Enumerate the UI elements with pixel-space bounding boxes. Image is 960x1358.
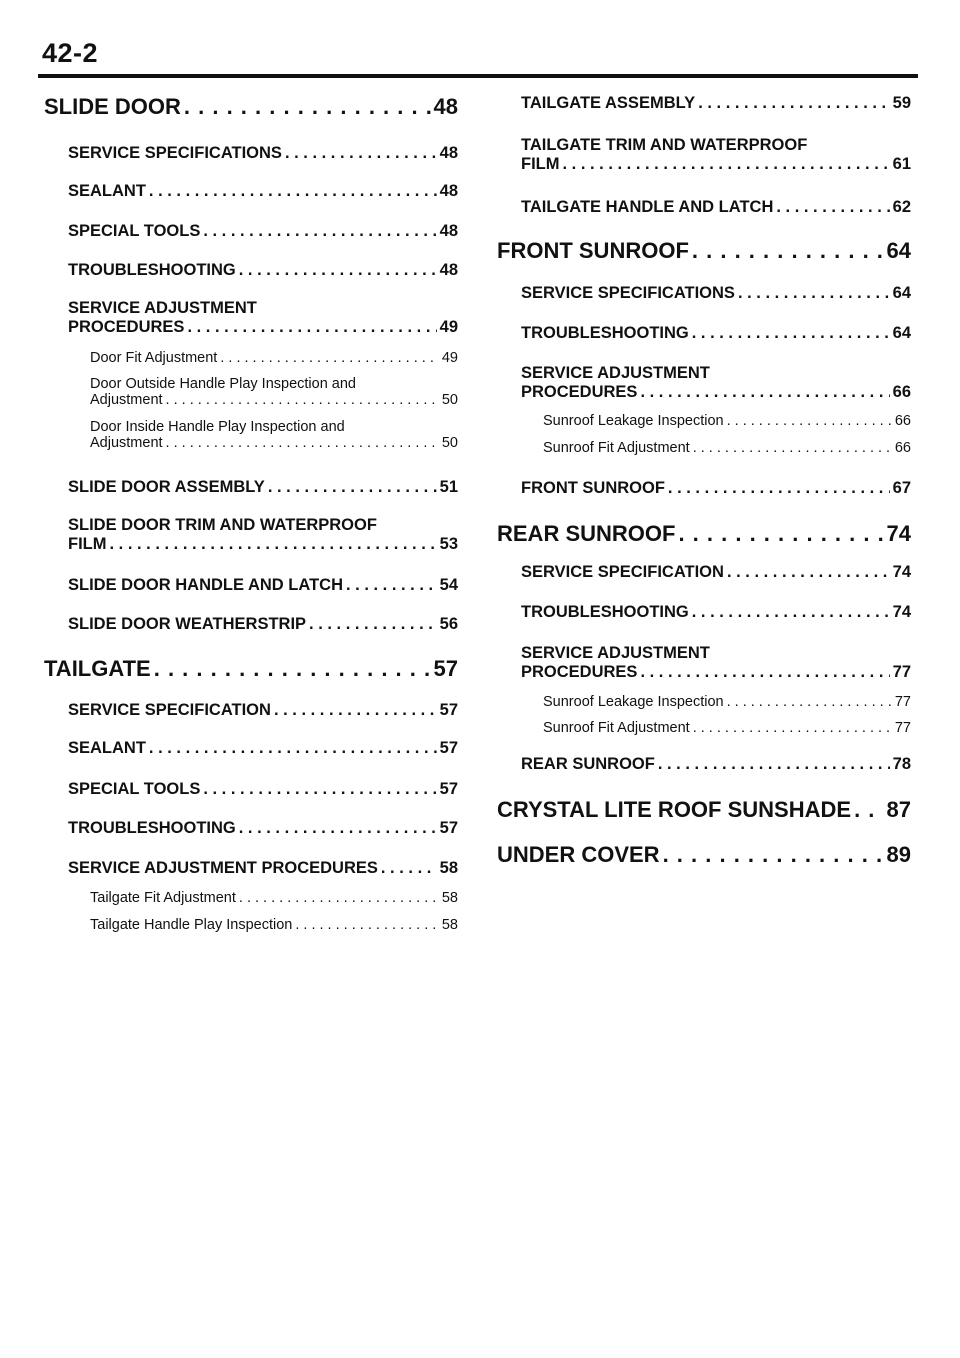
toc-entry-title: Sunroof Leakage Inspection (543, 694, 724, 710)
toc-entry (521, 94, 911, 113)
dot-leader (239, 261, 437, 280)
dot-leader (203, 222, 436, 241)
toc-entry (68, 780, 458, 799)
toc-entry-page: 77 (894, 694, 911, 710)
toc-entry-title: SLIDE DOOR (44, 94, 181, 119)
toc-entry-title: Tailgate Handle Play Inspection (90, 917, 293, 933)
toc-entry-title: SLIDE DOOR WEATHERSTRIP (68, 615, 307, 633)
toc-entry-title: UNDER COVER (497, 842, 660, 867)
toc-entry-page: 78 (892, 755, 911, 773)
toc-entry (68, 576, 458, 595)
toc-entry-title: FRONT SUNROOF (497, 238, 689, 263)
dot-leader (693, 720, 892, 736)
header-rule (38, 74, 918, 78)
toc-entry-page: 49 (439, 318, 458, 336)
toc-entry-page: 62 (892, 198, 911, 216)
dot-leader (166, 435, 439, 451)
dot-leader (187, 318, 436, 337)
toc-entry (521, 755, 911, 774)
toc-entry-page: 64 (886, 238, 911, 263)
dot-leader (381, 859, 437, 878)
toc-entry (90, 350, 458, 366)
toc-entry-title: TROUBLESHOOTING (68, 261, 236, 279)
toc-entry (521, 324, 911, 343)
dot-leader (239, 819, 437, 838)
dot-leader (693, 440, 892, 456)
dot-leader (239, 890, 439, 906)
toc-entry (521, 364, 911, 402)
toc-entry-title: REAR SUNROOF (497, 521, 676, 546)
toc-entry (68, 261, 458, 280)
dot-leader (268, 478, 437, 497)
toc-entry-page: 48 (439, 144, 458, 162)
toc-entry-page: 59 (892, 94, 911, 112)
dot-leader (727, 563, 890, 582)
toc-entry-page: 74 (892, 603, 911, 621)
toc-entry-page: 66 (892, 383, 911, 401)
toc-entry (543, 694, 911, 710)
toc-entry-page: 66 (894, 440, 911, 456)
toc-entry-title: PROCEDURES (521, 663, 638, 681)
toc-entry-page: 57 (439, 701, 458, 719)
toc-entry-page: 58 (441, 890, 458, 906)
dot-leader (309, 615, 437, 634)
page-number: 42-2 (42, 38, 99, 68)
dot-leader (698, 94, 889, 113)
toc-entry-title-line: SERVICE ADJUSTMENT (521, 644, 710, 662)
toc-entry-title: Adjustment (90, 392, 163, 408)
toc-entry (497, 797, 911, 823)
toc-entry-page: 49 (441, 350, 458, 366)
toc-entry-page: 48 (439, 261, 458, 279)
toc-entry-page: 50 (441, 392, 458, 408)
toc-entry-title: SLIDE DOOR ASSEMBLY (68, 478, 265, 496)
toc-entry-title-line: SERVICE ADJUSTMENT (521, 364, 710, 382)
dot-leader (658, 755, 890, 774)
toc-entry (521, 479, 911, 498)
toc-entry-page: 74 (892, 563, 911, 581)
toc-entry-title: Door Fit Adjustment (90, 350, 218, 366)
dot-leader (149, 182, 437, 201)
toc-entry (497, 842, 911, 868)
toc-entry-page: 57 (439, 819, 458, 837)
toc-entry-page: 66 (894, 413, 911, 429)
toc-entry-title: SERVICE SPECIFICATION (68, 701, 271, 719)
toc-entry (543, 720, 911, 736)
toc-entry-page: 48 (439, 182, 458, 200)
toc-entry-title: TROUBLESHOOTING (68, 819, 236, 837)
toc-entry-title: SEALANT (68, 739, 146, 757)
toc-entry-title: FRONT SUNROOF (521, 479, 665, 497)
dot-leader (285, 144, 437, 163)
toc-entry-title: FILM (68, 535, 107, 553)
toc-entry-page: 74 (886, 521, 911, 546)
toc-entry-title-line: Door Outside Handle Play Inspection and (90, 376, 356, 392)
dot-leader (738, 284, 890, 303)
toc-entry-page: 56 (439, 615, 458, 633)
dot-leader (274, 701, 437, 720)
toc-entry (521, 603, 911, 622)
dot-leader (184, 94, 431, 120)
toc-entry (44, 94, 458, 120)
toc-entry (68, 819, 458, 838)
dot-leader (692, 238, 884, 264)
toc-entry (497, 521, 911, 547)
toc-entry-page: 77 (894, 720, 911, 736)
toc-entry-page: 51 (439, 478, 458, 496)
toc-entry-title: Sunroof Fit Adjustment (543, 720, 690, 736)
toc-entry-page: 87 (886, 797, 911, 822)
toc-entry-page: 61 (892, 155, 911, 173)
toc-entry-title: PROCEDURES (521, 383, 638, 401)
toc-entry-page: 89 (886, 842, 911, 867)
toc-entry-title: SERVICE SPECIFICATIONS (521, 284, 735, 302)
toc-entry-title: Tailgate Fit Adjustment (90, 890, 236, 906)
toc-entry-page: 58 (441, 917, 458, 933)
toc-entry (543, 440, 911, 456)
toc-entry-title: TAILGATE ASSEMBLY (521, 94, 696, 112)
dot-leader (640, 383, 889, 402)
toc-entry (90, 376, 458, 408)
toc-entry-title: SPECIAL TOOLS (68, 222, 201, 240)
toc-entry (68, 299, 458, 337)
toc-entry-title: TROUBLESHOOTING (521, 603, 689, 621)
toc-entry-page: 77 (892, 663, 911, 681)
toc-entry (90, 917, 458, 933)
dot-leader (563, 155, 890, 174)
toc-entry (521, 198, 911, 217)
dot-leader (663, 842, 884, 868)
toc-entry (521, 563, 911, 582)
toc-entry-page: 57 (433, 656, 458, 681)
toc-entry-title: Sunroof Fit Adjustment (543, 440, 690, 456)
toc-entry-title-line: TAILGATE TRIM AND WATERPROOF (521, 136, 808, 154)
toc-entry-page: 48 (439, 222, 458, 240)
toc-entry (543, 413, 911, 429)
toc-entry-title: TROUBLESHOOTING (521, 324, 689, 342)
dot-leader (166, 392, 439, 408)
toc-entry-title: TAILGATE (44, 656, 151, 681)
dot-leader (640, 663, 889, 682)
toc-entry (68, 144, 458, 163)
toc-entry-page: 57 (439, 780, 458, 798)
dot-leader (678, 521, 883, 547)
toc-entry-title: SERVICE SPECIFICATIONS (68, 144, 282, 162)
dot-leader (220, 350, 439, 366)
toc-entry-page: 57 (439, 739, 458, 757)
toc-entry (68, 739, 458, 758)
toc-entry (497, 238, 911, 264)
dot-leader (346, 576, 437, 595)
dot-leader (149, 739, 437, 758)
toc-entry-title: FILM (521, 155, 560, 173)
toc-entry-title: CRYSTAL LITE ROOF SUNSHADE (497, 797, 852, 822)
dot-leader (727, 413, 892, 429)
toc-entry-title: SERVICE ADJUSTMENT PROCEDURES (68, 859, 378, 877)
dot-leader (727, 694, 892, 710)
dot-leader (154, 656, 431, 682)
dot-leader (203, 780, 436, 799)
dot-leader (110, 535, 437, 554)
dot-leader (668, 479, 890, 498)
toc-entry-page: 58 (439, 859, 458, 877)
dot-leader (692, 603, 890, 622)
toc-entry (68, 222, 458, 241)
dot-leader (295, 917, 439, 933)
toc-entry (521, 136, 911, 174)
toc-entry-title: Sunroof Leakage Inspection (543, 413, 724, 429)
dot-leader (854, 797, 883, 823)
toc-entry-title: REAR SUNROOF (521, 755, 655, 773)
toc-entry-title: SERVICE SPECIFICATION (521, 563, 724, 581)
toc-entry (68, 615, 458, 634)
toc-entry-page: 48 (433, 94, 458, 119)
toc-entry-title: Adjustment (90, 435, 163, 451)
dot-leader (692, 324, 890, 343)
toc-entry-page: 67 (892, 479, 911, 497)
toc-entry-title-line: SERVICE ADJUSTMENT (68, 299, 257, 317)
toc-entry-title: SPECIAL TOOLS (68, 780, 201, 798)
toc-entry-title-line: SLIDE DOOR TRIM AND WATERPROOF (68, 516, 377, 534)
toc-entry (90, 890, 458, 906)
dot-leader (776, 198, 889, 217)
toc-entry (68, 478, 458, 497)
toc-entry (68, 859, 458, 878)
toc-entry (68, 516, 458, 554)
toc-entry-title: SLIDE DOOR HANDLE AND LATCH (68, 576, 343, 594)
toc-entry-page: 64 (892, 284, 911, 302)
toc-entry (68, 701, 458, 720)
toc-entry-title: PROCEDURES (68, 318, 185, 336)
toc-entry-title: SEALANT (68, 182, 146, 200)
toc-entry-page: 64 (892, 324, 911, 342)
toc-entry (521, 284, 911, 303)
toc-entry (90, 419, 458, 451)
toc-entry (44, 656, 458, 682)
toc-entry-page: 54 (439, 576, 458, 594)
toc-entry-page: 53 (439, 535, 458, 553)
toc-entry-title: TAILGATE HANDLE AND LATCH (521, 198, 774, 216)
toc-entry-page: 50 (441, 435, 458, 451)
toc-entry (521, 644, 911, 682)
toc-entry (68, 182, 458, 201)
toc-entry-title-line: Door Inside Handle Play Inspection and (90, 419, 345, 435)
